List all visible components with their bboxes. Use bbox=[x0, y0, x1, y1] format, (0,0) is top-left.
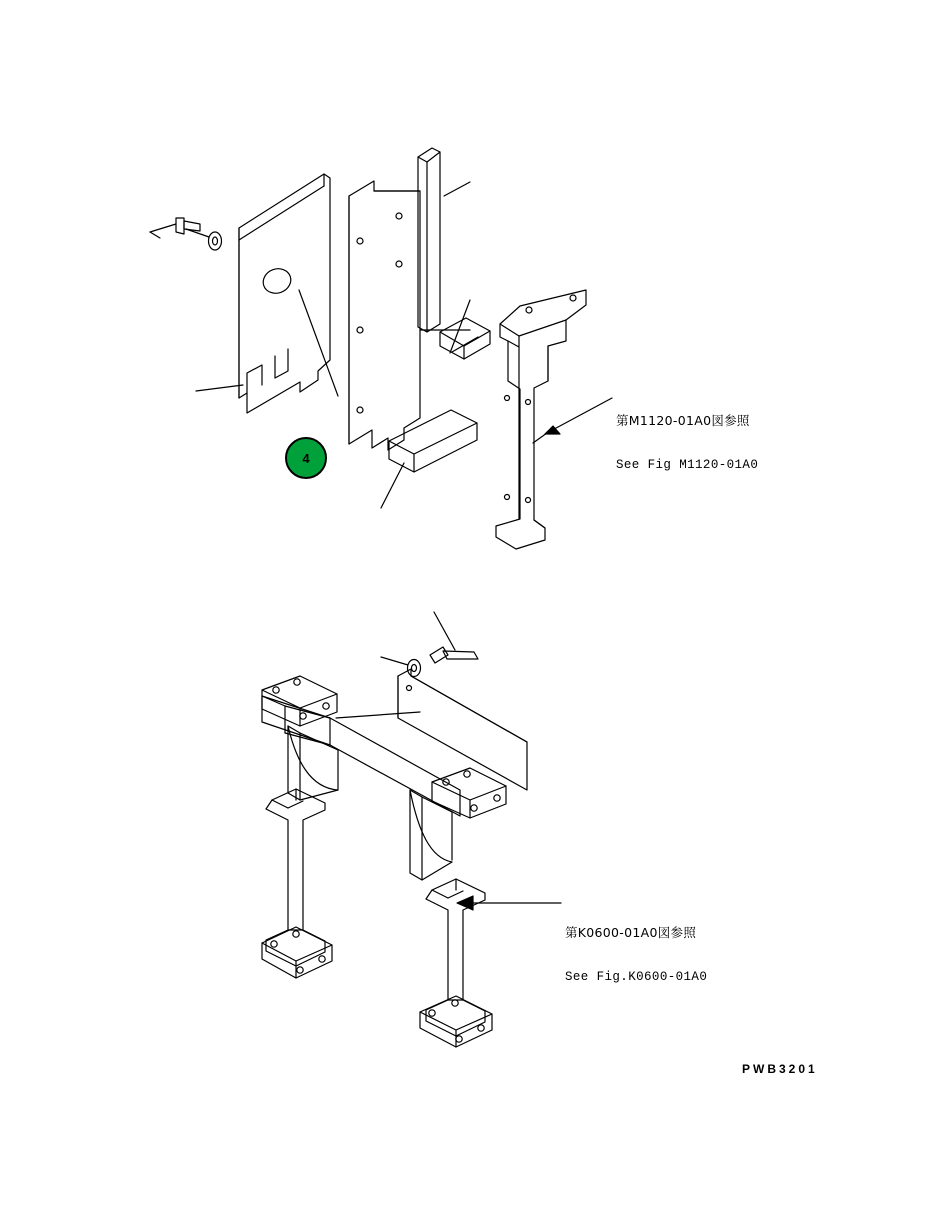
left-leg-base bbox=[262, 927, 332, 978]
reference-label-k0600 bbox=[565, 895, 707, 1015]
reference-label-m1120 bbox=[616, 383, 758, 503]
bolt-upper bbox=[150, 218, 200, 238]
bolt-lower bbox=[430, 612, 478, 663]
drawing-code: PWB3201 bbox=[742, 1062, 818, 1076]
reference-label-m1120-en: See Fig M1120-01A0 bbox=[616, 458, 759, 472]
leader-k0600 bbox=[457, 896, 561, 910]
reference-label-m1120-jp: 第M1120-01A0図参照 bbox=[616, 413, 750, 428]
vertical-bar bbox=[418, 148, 470, 332]
reference-label-k0600-en: See Fig.K0600-01A0 bbox=[565, 970, 708, 984]
mount-pad bbox=[440, 318, 490, 359]
item-marker-4[interactable]: 4 bbox=[285, 437, 327, 479]
leader-cross-beam bbox=[336, 712, 420, 718]
leader-mount-pad bbox=[450, 300, 470, 353]
cover-plate bbox=[239, 174, 330, 413]
right-leg-base bbox=[420, 996, 492, 1047]
left-leg bbox=[266, 789, 325, 966]
beam-plate-right bbox=[432, 768, 506, 818]
leader-m1120 bbox=[533, 398, 612, 443]
cross-beam bbox=[262, 696, 460, 816]
leader-cover-plate-bottom bbox=[196, 385, 243, 391]
washer-lower bbox=[381, 657, 421, 677]
rear-plate bbox=[398, 669, 527, 790]
washer-upper bbox=[186, 229, 222, 250]
frame-panel bbox=[349, 181, 470, 450]
reference-label-k0600-jp: 第K0600-01A0図参照 bbox=[565, 925, 697, 940]
leader-pad-block bbox=[381, 463, 404, 508]
right-gusset bbox=[410, 790, 452, 880]
